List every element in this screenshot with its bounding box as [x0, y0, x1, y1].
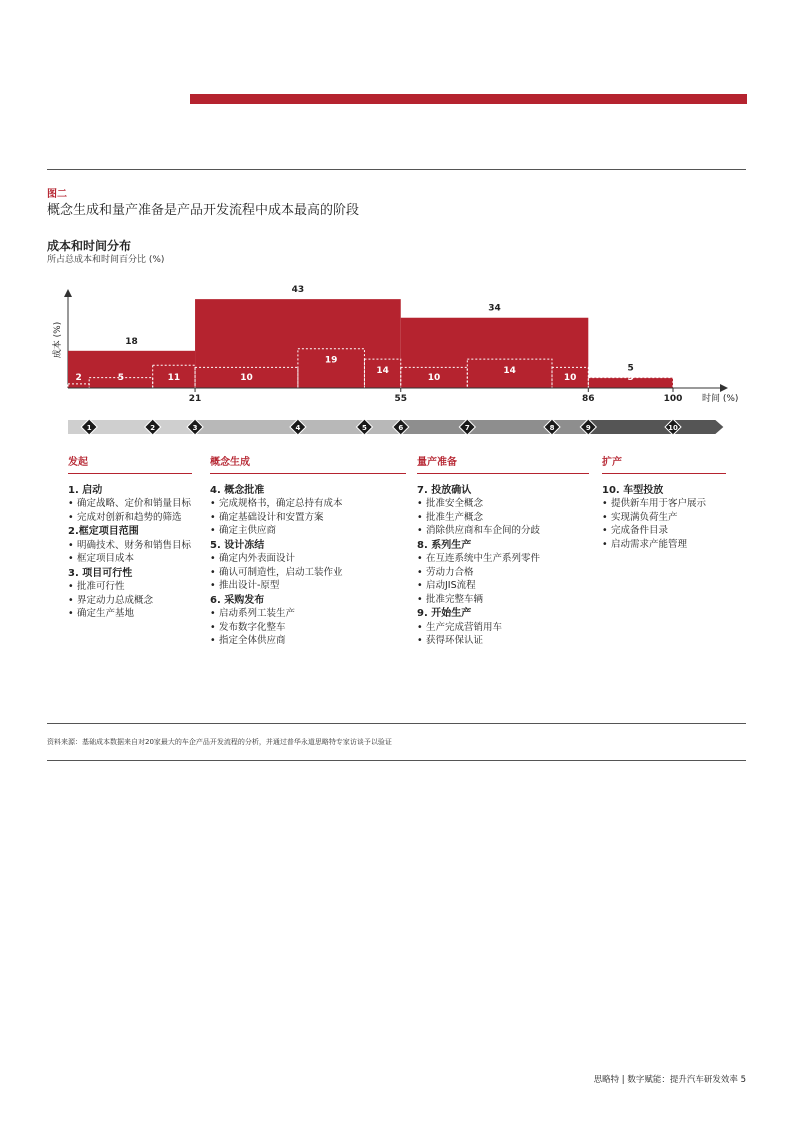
step-items	[417, 621, 589, 648]
step-item: • 确认可制造性，启动工装作业	[210, 566, 406, 580]
step-item: • 提供新车用于客户展示	[602, 497, 726, 511]
step-bar-label-8: 14	[503, 366, 516, 377]
step-bar-label-2: 5	[117, 373, 125, 383]
milestone-label-9: 9	[585, 424, 591, 432]
x-tick-label-3: 86	[582, 394, 595, 404]
step-item: • 完成对创新和趋势的筛选	[68, 511, 192, 525]
step-item: • 确定生产基地	[68, 607, 192, 621]
step-item: • 批准完整车辆	[417, 593, 589, 607]
x-axis-label: 时间 (%)	[702, 394, 739, 404]
step-title: 10. 车型投放	[602, 484, 664, 496]
header-accent-bar	[190, 94, 747, 104]
milestone-label-3: 3	[192, 424, 198, 432]
step-item: • 批准生产概念	[417, 511, 589, 525]
step-item: • 批准可行性	[68, 580, 192, 594]
step-item: • 生产完成营销用车	[417, 621, 589, 635]
step-items	[210, 552, 406, 593]
milestone-label-10: 10	[668, 424, 678, 432]
phase-heading: 量产准备	[417, 456, 589, 474]
step-item: • 消除供应商和车企间的分歧	[417, 524, 589, 538]
step-title: 5. 设计冻结	[210, 539, 265, 551]
step-item: • 确定战略、定价和销量目标	[68, 497, 192, 511]
step-title: 3. 项目可行性	[68, 567, 133, 579]
step-bar-label-6: 14	[376, 366, 389, 377]
step-item: • 启动JIS流程	[417, 579, 589, 593]
phase-column-rampup	[602, 456, 726, 552]
step-title: 1. 启动	[68, 484, 103, 496]
step-title: 2.框定项目范围	[68, 526, 139, 537]
step-item: • 获得环保认证	[417, 634, 589, 648]
step-bar-label-4: 10	[240, 373, 253, 383]
step-items	[68, 580, 192, 621]
step-items	[602, 497, 726, 551]
step-items	[417, 497, 589, 538]
source-top-rule	[47, 723, 746, 724]
step-item: • 完成备件目录	[602, 524, 726, 538]
step-item: • 批准安全概念	[417, 497, 589, 511]
step-item: • 确定主供应商	[210, 524, 406, 538]
step-bar-label-5: 19	[324, 355, 338, 366]
step-item: • 指定全体供应商	[210, 634, 406, 648]
step-bar-label-9: 10	[563, 373, 577, 383]
cost-time-chart	[0, 270, 793, 445]
page-footer: 思略特 | 数字赋能：提升汽车研发效率 5	[593, 1075, 746, 1085]
phase-bar-label-1: 18	[125, 336, 138, 347]
step-items	[417, 552, 589, 606]
phase-heading: 扩产	[602, 456, 726, 474]
figure-label: 图二	[47, 189, 67, 200]
step-bar-label-7: 10	[427, 373, 441, 383]
top-rule	[47, 169, 746, 170]
step-bar-label-10: 5	[627, 373, 634, 383]
milestone-label-2: 2	[150, 424, 156, 432]
x-tick-label-4: 100	[663, 394, 683, 404]
x-tick-label-1: 21	[188, 394, 202, 404]
step-title: 4. 概念批准	[210, 484, 265, 496]
step-title: 6. 采购发布	[210, 594, 265, 606]
phase-column-concept	[210, 456, 406, 649]
step-item: • 在互连系统中生产系列零件	[417, 552, 589, 566]
phase-bar-label-3: 34	[488, 303, 501, 314]
step-items	[210, 497, 406, 538]
x-tick-label-2: 55	[394, 394, 408, 404]
step-item: • 确定内外表面设计	[210, 552, 406, 566]
milestone-label-6: 6	[398, 424, 404, 432]
milestone-label-7: 7	[464, 424, 470, 432]
step-item: • 启动系列工装生产	[210, 607, 406, 621]
step-item: • 劳动力合格	[417, 566, 589, 580]
phase-column-preproduction	[417, 456, 589, 649]
phase-bar-label-2: 43	[291, 285, 305, 296]
step-title: 9. 开始生产	[417, 608, 472, 619]
milestone-label-5: 5	[362, 424, 367, 432]
phase-heading: 发起	[68, 456, 192, 474]
step-item: • 发布数字化整车	[210, 621, 406, 635]
phase-arrow-4	[585, 420, 723, 434]
chart-title: 成本和时间分布	[47, 239, 132, 253]
step-bar-label-1: 2	[75, 373, 82, 383]
y-axis-label: 成本 (%)	[53, 321, 63, 359]
step-items	[210, 607, 406, 648]
y-axis-arrow	[64, 289, 72, 297]
step-item: • 启动需求产能管理	[602, 538, 726, 552]
step-item: • 明确技术、财务和销售目标	[68, 539, 192, 553]
step-title: 8. 系列生产	[417, 539, 472, 551]
step-item: • 确定基础设计和安置方案	[210, 511, 406, 525]
source-note: 资料来源：基础成本数据来自对20家最大的车企产品开发流程的分析，并通过普华永道思略特专家访谈予以验证	[47, 738, 392, 746]
source-bottom-rule	[47, 760, 746, 761]
phase-arrow-3	[401, 420, 597, 434]
step-item: • 界定动力总成概念	[68, 594, 192, 608]
step-item: • 完成规格书，确定总持有成本	[210, 497, 406, 511]
milestone-label-8: 8	[549, 424, 555, 432]
step-items	[68, 539, 192, 566]
step-item: • 框定项目成本	[68, 552, 192, 566]
step-items	[68, 497, 192, 524]
phase-heading: 概念生成	[210, 456, 406, 474]
milestone-label-1: 1	[86, 424, 92, 432]
step-item: • 推出设计-原型	[210, 579, 406, 593]
milestone-label-4: 4	[295, 424, 301, 432]
phase-column-initiation	[68, 456, 192, 622]
figure-title: 概念生成和量产准备是产品开发流程中成本最高的阶段	[47, 203, 360, 218]
step-bar-label-3: 11	[167, 373, 181, 383]
x-axis-arrow	[720, 384, 728, 392]
step-title: 7. 投放确认	[417, 484, 472, 496]
step-item: • 实现满负荷生产	[602, 511, 726, 525]
chart-subtitle: 所占总成本和时间百分比 (%)	[47, 255, 165, 265]
phase-bar-label-4: 5	[627, 363, 634, 374]
